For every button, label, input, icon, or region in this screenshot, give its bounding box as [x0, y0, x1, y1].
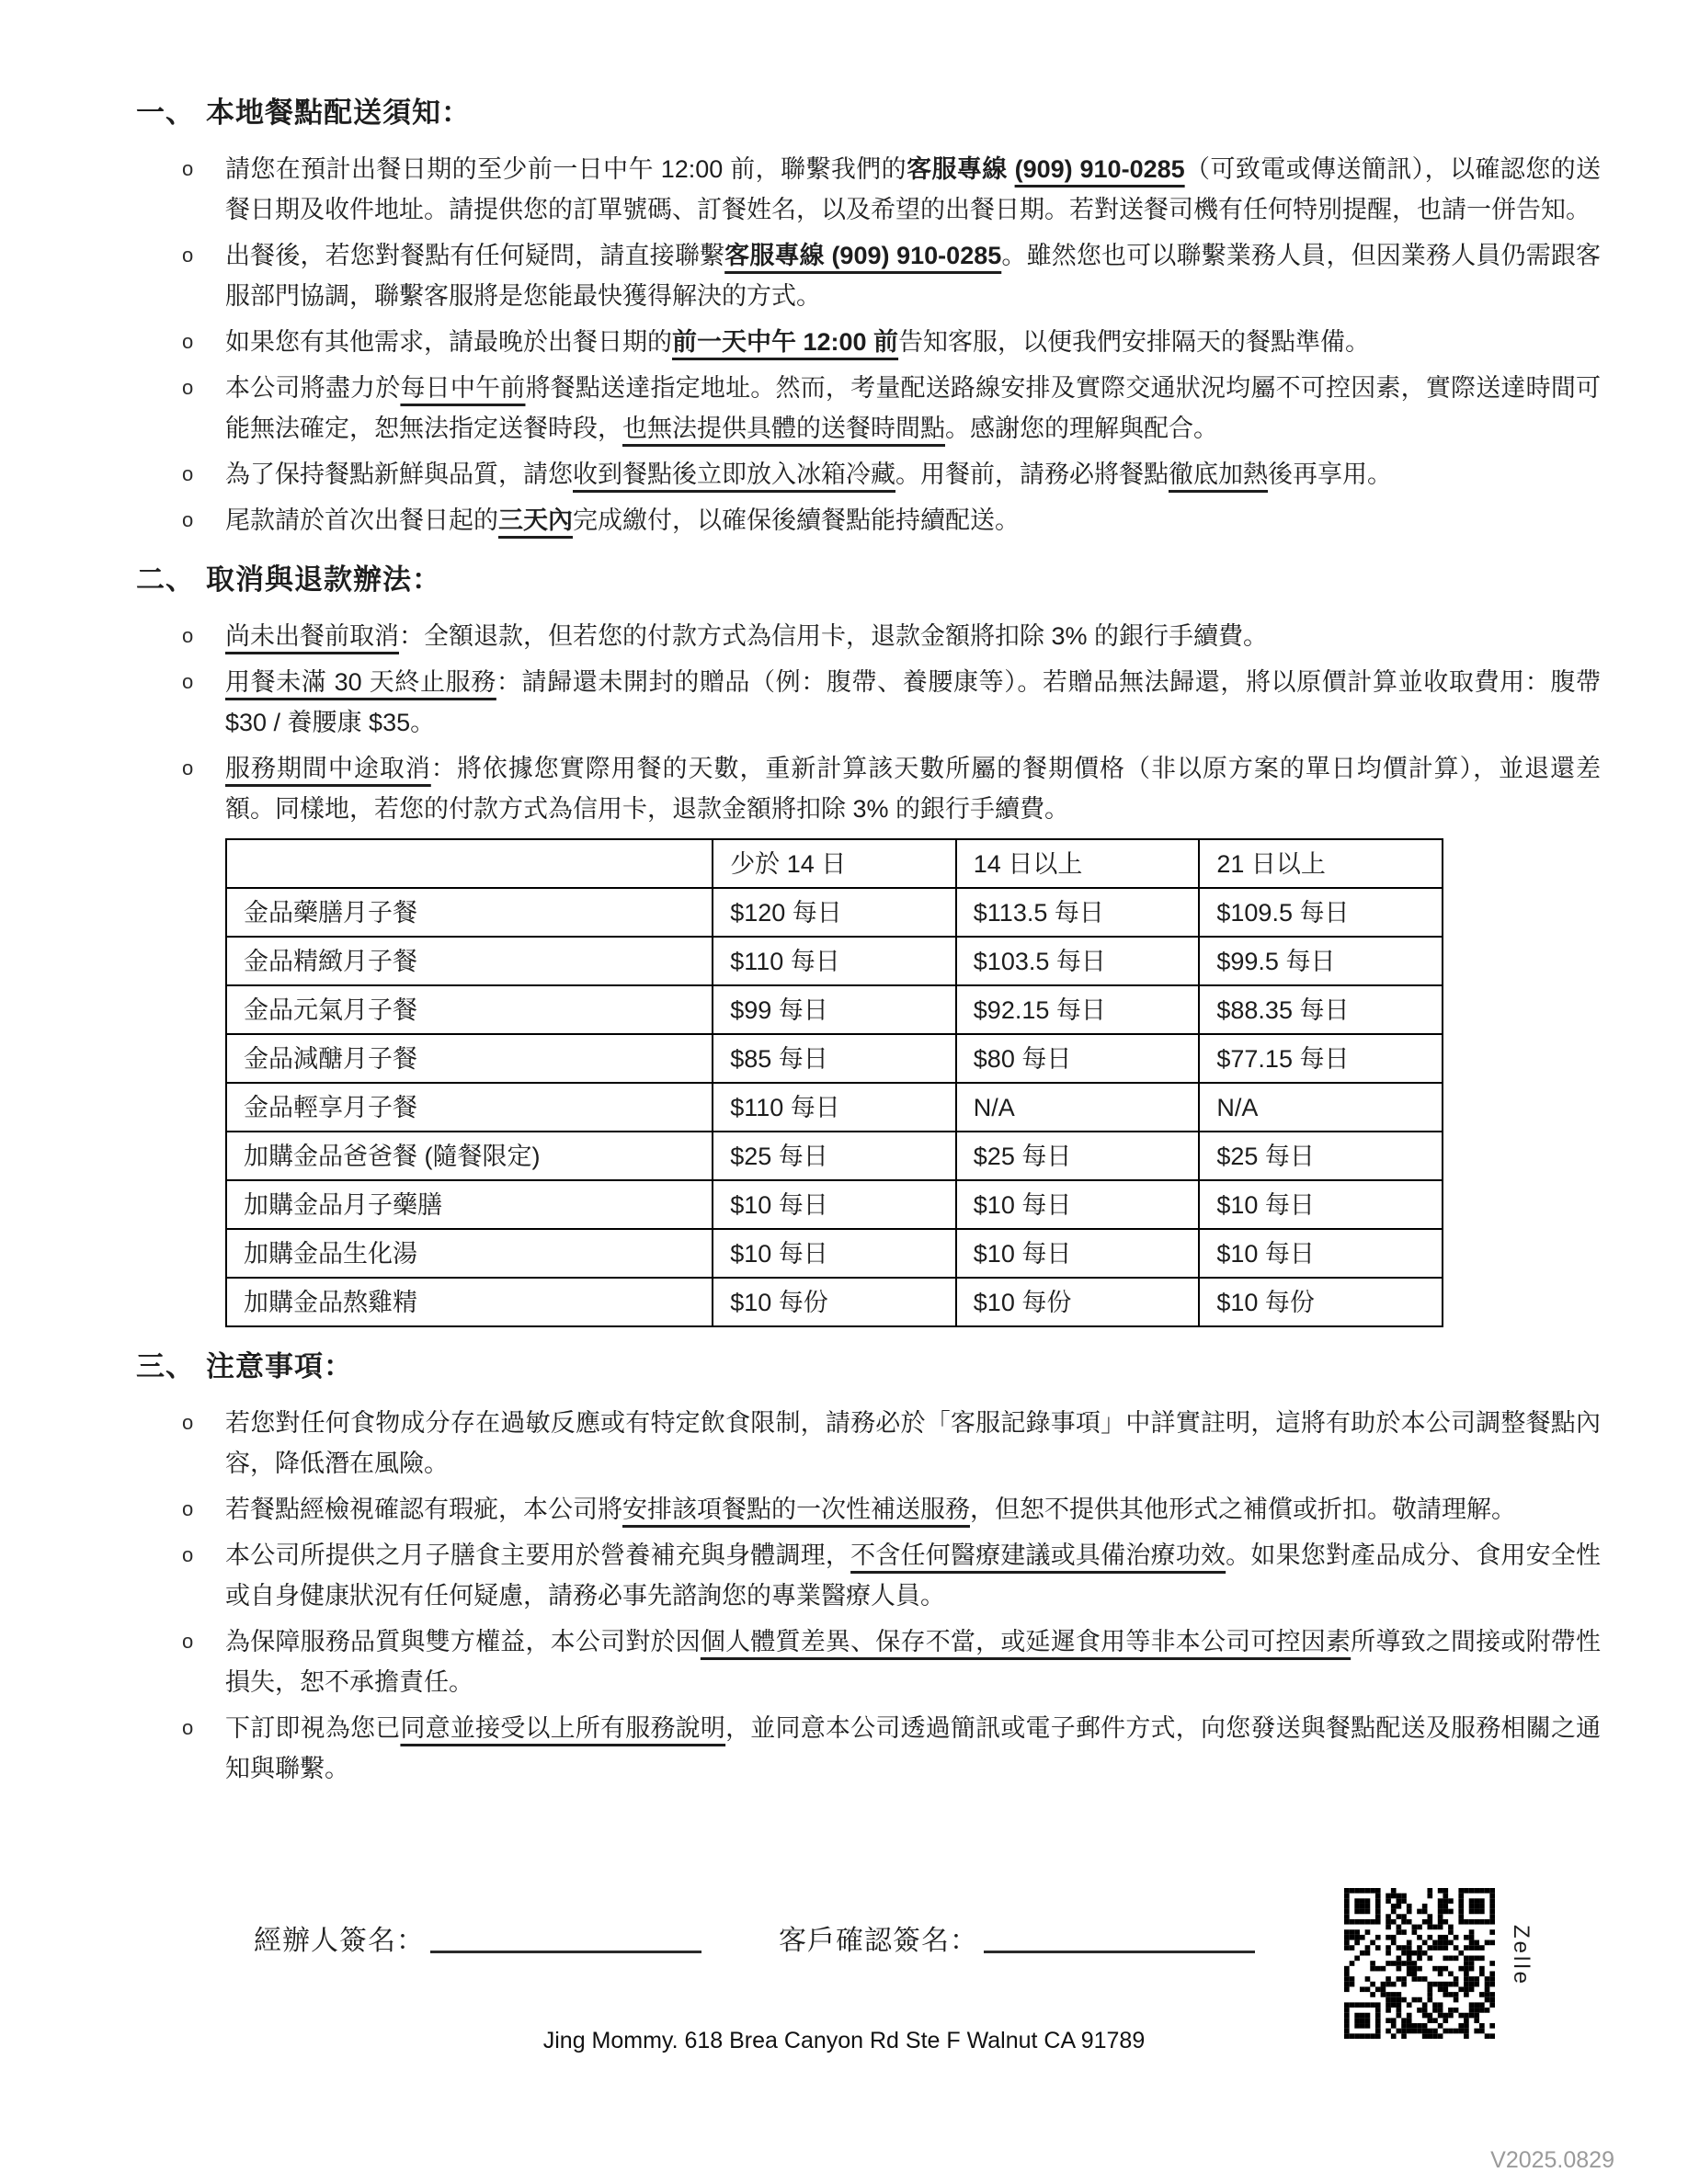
bullet-marker-icon: o [182, 624, 194, 647]
pricing-table-row [226, 937, 1443, 985]
list-item [182, 368, 1601, 449]
bullet-marker-icon: o [182, 1411, 194, 1434]
text-run: 出餐後，若您對餐點有任何疑問，請直接聯繫 [225, 242, 725, 269]
text-run: 為保障服務品質與雙方權益，本公司對於因 [225, 1628, 701, 1655]
price-cell: $88.35 每日 [1199, 985, 1443, 1034]
text-run: 本公司將盡力於 [225, 374, 401, 402]
list-item-text [225, 1621, 1601, 1702]
bullet-marker-icon: o [182, 508, 194, 531]
bullet-marker-icon: o [182, 157, 194, 180]
text-run: 所導致之間接或附帶性損失，恕不承擔責任。 [225, 1628, 1602, 1696]
price-cell: $110 每日 [713, 937, 956, 985]
price-cell: $120 每日 [713, 888, 956, 937]
section-cancellation-refund [136, 563, 1601, 1327]
list-item-text [225, 616, 1601, 656]
text-run: 。雖然您也可以聯繫業務人員，但因業務人員仍需跟客服部門協調，聯繫客服將是您能最快獲得解決的方式。 [225, 242, 1602, 310]
list-item [182, 616, 1601, 656]
plan-name-cell: 加購金品熬雞精 [226, 1278, 713, 1326]
bullet-marker-icon: o [182, 1543, 194, 1566]
text-run: ：全額退款，但若您的付款方式為信用卡，退款金額將扣除 3% 的銀行手續費。 [399, 622, 1269, 650]
list-item-text [225, 500, 1601, 540]
price-cell: $99.5 每日 [1199, 937, 1443, 985]
price-cell: $80 每日 [956, 1034, 1200, 1083]
price-cell: $25 每日 [956, 1132, 1200, 1180]
plan-name-cell: 加購金品月子藥膳 [226, 1180, 713, 1229]
text-run: 後再享用。 [1268, 461, 1392, 488]
zelle-qr-label: Zelle [1509, 1925, 1534, 1987]
text-run: （可致電或傳送簡訊），以確認您的送餐日期及收件地址。請提供您的訂單號碼、訂餐姓名，以及希望的出餐日期。若對送餐司機有任何特別提醒，也請一併告知。 [225, 155, 1601, 223]
bullet-marker-icon: o [182, 330, 194, 353]
list-item [182, 1535, 1601, 1616]
section-number: 三、 [136, 1350, 195, 1382]
text-run: 。感謝您的理解與配合。 [945, 415, 1218, 442]
price-cell: $10 每份 [956, 1278, 1200, 1326]
price-cell: $109.5 每日 [1199, 888, 1443, 937]
price-cell: $113.5 每日 [956, 888, 1200, 937]
text-run: 尾款請於首次出餐日起的 [225, 506, 498, 534]
section-title: 注意事項： [206, 1350, 353, 1382]
section-number: 一、 [136, 97, 195, 129]
pricing-table-header-row [226, 839, 1443, 888]
text-run: 如果您有其他需求，請最晚於出餐日期的 [225, 328, 672, 356]
list-item-text [225, 1403, 1601, 1484]
plan-name-cell: 加購金品爸爸餐 (隨餐限定) [226, 1132, 713, 1180]
bullet-marker-icon: o [182, 1497, 194, 1520]
list-item [182, 1621, 1601, 1702]
list-item [182, 322, 1601, 362]
plan-name-cell: 金品輕享月子餐 [226, 1083, 713, 1132]
plan-name-cell: 金品精緻月子餐 [226, 937, 713, 985]
price-cell: $10 每日 [713, 1229, 956, 1278]
text-run: 每日中午前 [400, 374, 526, 402]
price-cell: $10 每日 [956, 1229, 1200, 1278]
agent-signature-line[interactable] [430, 1920, 701, 1953]
price-cell: $25 每日 [713, 1132, 956, 1180]
section-number: 二、 [136, 563, 195, 596]
text-run: 安排該項餐點的一次性補送服務 [622, 1496, 970, 1523]
text-run: 三天內 [498, 506, 573, 534]
zelle-qr-code-icon [1344, 1888, 1495, 2039]
list-item [182, 500, 1601, 540]
list-item [182, 1489, 1601, 1530]
text-run: 告知客服，以便我們安排隔天的餐點準備。 [898, 328, 1371, 356]
pricing-column-header: 14 日以上 [956, 839, 1200, 888]
text-run: ，並同意本公司透過簡訊或電子郵件方式，向您發送與餐點配送及服務相關之通知與聯繫。 [225, 1714, 1602, 1782]
list-item-text [225, 1535, 1601, 1616]
list-item-text [225, 748, 1601, 829]
plan-name-cell: 金品藥膳月子餐 [226, 888, 713, 937]
text-run: 徹底加熱 [1169, 461, 1268, 488]
price-cell: $25 每日 [1199, 1132, 1443, 1180]
text-run: 。用餐前，請務必將餐點 [895, 461, 1169, 488]
text-run: ：請歸還未開封的贈品（例：腹帶、養腰康等）。若贈品無法歸還，將以原價計算並收取費用：腹帶 $30 / 養腰康 $35。 [225, 668, 1601, 736]
text-run: 將餐點送達指定地址。然而，考量配送路線安排及實際交通狀況均屬不可控因素，實際送達時間可能無法確定，恕無法指定送餐時段， [225, 374, 1602, 442]
list-item [182, 662, 1601, 743]
signature-row [254, 1917, 1255, 1958]
price-cell: $85 每日 [713, 1034, 956, 1083]
list-item-text [225, 1708, 1601, 1789]
section-notes [136, 1349, 1601, 1789]
customer-signature-line[interactable] [984, 1920, 1255, 1953]
text-run: 客服專線 [907, 155, 1015, 183]
pricing-table-row [226, 1083, 1443, 1132]
text-run: ，但恕不提供其他形式之補償或折扣。敬請理解。 [970, 1496, 1516, 1523]
text-run: ：將依據您實際用餐的天數，重新計算該天數所屬的餐期價格（非以原方案的單日均價計算），並退還差額。同樣地，若您的付款方式為信用卡，退款金額將扣除 3% 的銀行手續費。 [225, 755, 1602, 823]
list-item [182, 235, 1601, 316]
footer-address: Jing Mommy. 618 Brea Canyon Rd Ste F Walnut CA 91789 [542, 2028, 1146, 2053]
text-run: 本公司所提供之月子膳食主要用於營養補充與身體調理， [225, 1541, 851, 1569]
text-run: 。如果您對產品成分、食用安全性或自身健康狀況有任何疑慮，請務必事先諮詢您的專業醫療人員。 [225, 1541, 1602, 1610]
bullet-marker-icon: o [182, 462, 194, 485]
plan-name-cell: 金品元氣月子餐 [226, 985, 713, 1034]
text-run: 尚未出餐前取消 [225, 622, 399, 650]
price-cell: $10 每日 [956, 1180, 1200, 1229]
price-cell: N/A [956, 1083, 1200, 1132]
pricing-table-row [226, 1278, 1443, 1326]
pricing-column-header [226, 839, 713, 888]
text-run: 若您對任何食物成分存在過敏反應或有特定飲食限制，請務必於「客服記錄事項」中詳實註明，這將有助於本公司調整餐點內容，降低潛在風險。 [225, 1409, 1601, 1477]
plan-name-cell: 金品減醣月子餐 [226, 1034, 713, 1083]
text-run: 為了保持餐點新鮮與品質，請您 [225, 461, 573, 488]
list-item [182, 149, 1601, 230]
price-cell: $77.15 每日 [1199, 1034, 1443, 1083]
price-cell: $110 每日 [713, 1083, 956, 1132]
zelle-qr-block [1344, 1888, 1534, 2039]
text-run: 用餐未滿 30 天終止服務 [225, 668, 496, 696]
text-run: 個人體質差異、保存不當，或延遲食用等非本公司可控因素 [700, 1628, 1352, 1655]
list-item-text [225, 235, 1601, 316]
bullet-marker-icon: o [182, 1630, 194, 1653]
section-heading [136, 1349, 1601, 1384]
price-cell: $10 每份 [1199, 1278, 1443, 1326]
text-run: 完成繳付，以確保後續餐點能持續配送。 [573, 506, 1020, 534]
price-cell: $99 每日 [713, 985, 956, 1034]
text-run: 請您在預計出餐日期的至少前一日中午 12:00 前，聯繫我們的 [225, 155, 907, 183]
section-title: 本地餐點配送須知： [206, 97, 471, 129]
list-item-text [225, 322, 1601, 362]
list-item [182, 1403, 1601, 1484]
document-version: V2025.0829 [1490, 2147, 1614, 2173]
bullet-marker-icon: o [182, 670, 194, 693]
pricing-table-row [226, 1229, 1443, 1278]
plan-name-cell: 加購金品生化湯 [226, 1229, 713, 1278]
text-run: (909) 910-0285 [1014, 155, 1185, 183]
list-item-text [225, 1489, 1601, 1530]
text-run: 前一天中午 12:00 前 [672, 328, 899, 356]
text-run: 客服專線 (909) 910-0285 [724, 242, 1002, 269]
section-heading [136, 96, 1601, 131]
list-item-text [225, 454, 1601, 495]
list-item [182, 748, 1601, 829]
list-item [182, 1708, 1601, 1789]
price-cell: $103.5 每日 [956, 937, 1200, 985]
bullet-marker-icon: o [182, 756, 194, 779]
pricing-table-row [226, 1180, 1443, 1229]
pricing-table-row [226, 985, 1443, 1034]
pricing-table-row [226, 888, 1443, 937]
pricing-table-row [226, 1034, 1443, 1083]
pricing-table [225, 838, 1443, 1327]
pricing-table-row [226, 1132, 1443, 1180]
bullet-marker-icon: o [182, 244, 194, 267]
price-cell: $92.15 每日 [956, 985, 1200, 1034]
price-cell: $10 每日 [1199, 1180, 1443, 1229]
bullet-marker-icon: o [182, 1716, 194, 1739]
customer-signature-label: 客戶確認簽名： [779, 1926, 978, 1956]
bullet-marker-icon: o [182, 376, 194, 399]
list-item [182, 454, 1601, 495]
price-cell: $10 每份 [713, 1278, 956, 1326]
list-item-text [225, 368, 1601, 449]
text-run: 若餐點經檢視確認有瑕疵，本公司將 [225, 1496, 622, 1523]
price-cell: $10 每日 [1199, 1229, 1443, 1278]
list-item-text [225, 149, 1601, 230]
agent-signature-label: 經辦人簽名： [254, 1926, 425, 1956]
section-delivery-notice [136, 96, 1601, 540]
text-run: 收到餐點後立即放入冰箱冷藏 [573, 461, 895, 488]
section-heading [136, 563, 1601, 597]
text-run: 不含任何醫療建議或具備治療功效 [850, 1541, 1226, 1569]
text-run: 也無法提供具體的送餐時間點 [622, 415, 945, 442]
pricing-column-header: 少於 14 日 [713, 839, 956, 888]
text-run: 下訂即視為您已 [225, 1714, 401, 1742]
text-run: 服務期間中途取消 [225, 755, 431, 782]
text-run: 同意並接受以上所有服務說明 [400, 1714, 726, 1742]
section-title: 取消與退款辦法： [206, 563, 441, 596]
price-cell: $10 每日 [713, 1180, 956, 1229]
pricing-column-header: 21 日以上 [1199, 839, 1443, 888]
price-cell: N/A [1199, 1083, 1443, 1132]
list-item-text [225, 662, 1601, 743]
